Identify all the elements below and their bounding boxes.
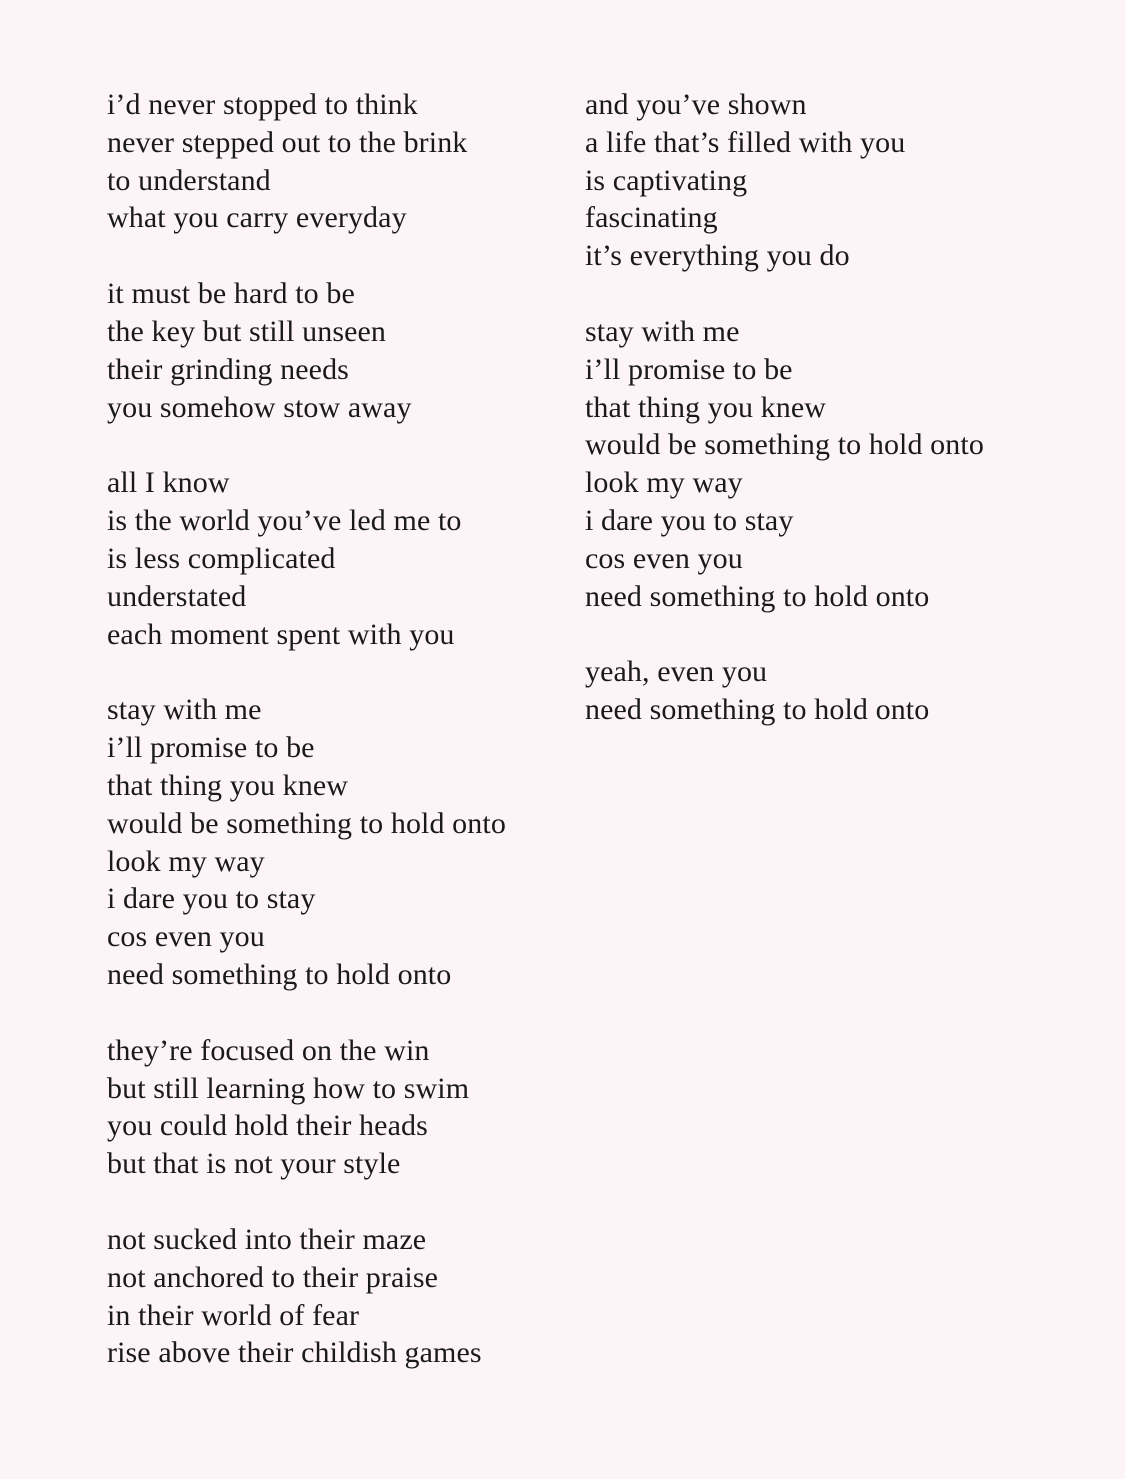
lyric-line: i dare you to stay [585, 503, 794, 537]
lyric-line: would be something to hold onto [107, 806, 506, 840]
lyric-line: look my way [107, 844, 265, 878]
lyric-line: rise above their childish games [107, 1336, 482, 1370]
lyric-line: and you’ve shown [585, 88, 807, 121]
lyric-line: not anchored to their praise [107, 1260, 439, 1294]
lyric-line: i’ll promise to be [585, 352, 793, 386]
lyric-line: need something to hold onto [107, 957, 452, 991]
lyric-line: would be something to hold onto [585, 428, 984, 462]
lyric-line: is captivating [585, 163, 748, 197]
lyric-line: you could hold their heads [107, 1109, 428, 1143]
lyric-line: not sucked into their maze [107, 1222, 427, 1256]
lyric-line: i’ll promise to be [107, 731, 315, 765]
lyric-line: each moment spent with you [107, 617, 455, 651]
stanza-chorus-1 [107, 691, 567, 993]
lyric-line: but still learning how to swim [107, 1071, 470, 1105]
lyric-line: need something to hold onto [585, 579, 930, 613]
lyric-line: the key but still unseen [107, 314, 387, 348]
lyric-line: is less complicated [107, 541, 336, 575]
lyric-line: it must be hard to be [107, 277, 355, 311]
lyric-line: never stepped out to the brink [107, 125, 468, 159]
stanza-verse-2 [107, 275, 567, 426]
stanza-prechorus-1 [107, 464, 567, 653]
lyric-line: cos even you [107, 920, 265, 954]
lyric-line: understated [107, 579, 247, 613]
stanza-verse-3 [107, 1032, 567, 1183]
lyric-line: what you carry everyday [107, 201, 407, 235]
lyric-line: they’re focused on the win [107, 1033, 430, 1067]
lyric-line: i dare you to stay [107, 882, 316, 916]
lyric-line: that thing you knew [585, 390, 827, 424]
lyric-line: look my way [585, 466, 743, 500]
right-column [585, 86, 1085, 767]
stanza-outro [585, 653, 1085, 729]
lyric-line: a life that’s filled with you [585, 125, 906, 159]
lyric-line: stay with me [107, 693, 262, 727]
lyric-line: to understand [107, 163, 271, 197]
lyric-line: need something to hold onto [585, 693, 930, 727]
lyric-line: you somehow stow away [107, 390, 412, 424]
lyric-line: all I know [107, 466, 230, 500]
lyric-line: is the world you’ve led me to [107, 504, 462, 538]
lyric-line: but that is not your style [107, 1147, 401, 1181]
lyric-line: it’s everything you do [585, 239, 850, 273]
stanza-verse-1 [107, 86, 567, 237]
stanza-prechorus-2 [585, 86, 1085, 275]
left-column [107, 86, 567, 1410]
lyric-line: their grinding needs [107, 352, 349, 386]
lyric-line: cos even you [585, 541, 743, 575]
lyric-line: in their world of fear [107, 1298, 360, 1332]
lyric-line: i’d never stopped to think [107, 88, 418, 121]
stanza-chorus-2 [585, 313, 1085, 615]
lyric-line: yeah, even you [585, 655, 768, 689]
lyric-line: that thing you knew [107, 768, 349, 802]
lyric-line: fascinating [585, 201, 718, 235]
lyric-line: stay with me [585, 314, 740, 348]
stanza-verse-4 [107, 1221, 567, 1372]
